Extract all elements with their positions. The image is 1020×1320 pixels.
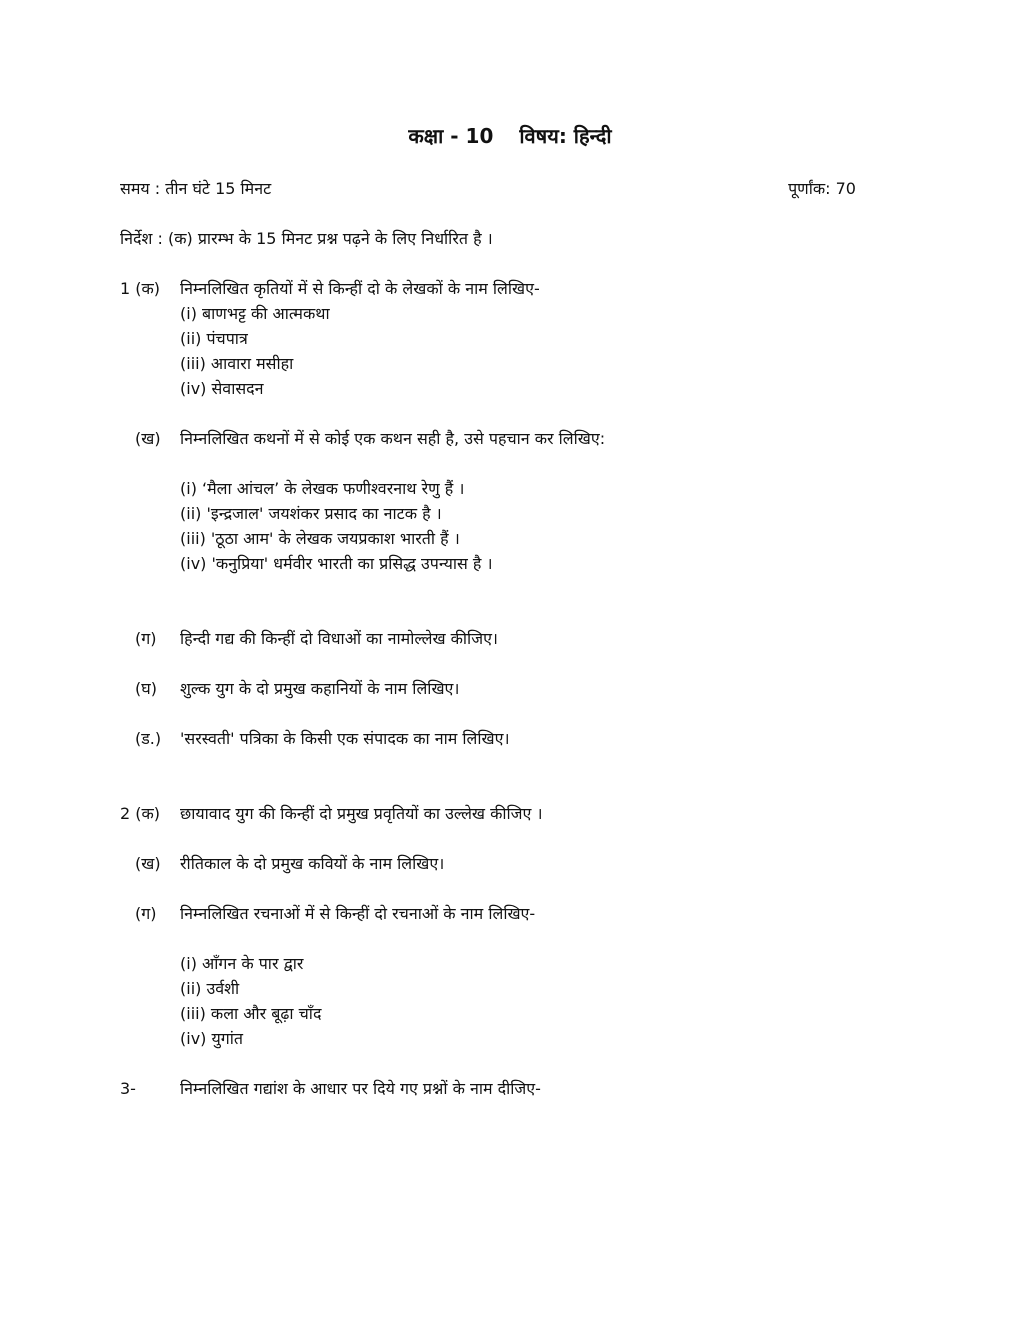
question-number: 2 (क) — [120, 804, 161, 823]
question-number: 1 (क) — [120, 279, 161, 298]
question-number: (ख) — [135, 429, 161, 448]
question-number: (ग) — [135, 904, 157, 923]
question-number: (ग) — [135, 629, 157, 648]
question-text: निम्नलिखित रचनाओं में से किन्हीं दो रचनाओं के नाम लिखिए- — [180, 904, 536, 923]
option-item: (iii) कला और बूढ़ा चाँद — [180, 1004, 322, 1023]
question-number: 3- — [120, 1079, 136, 1098]
option-item: (ii) 'इन्द्रजाल' जयशंकर प्रसाद का नाटक है । — [180, 504, 442, 523]
question-text: रीतिकाल के दो प्रमुख कवियों के नाम लिखिए। — [180, 854, 445, 873]
option-item: (i) आँगन के पार द्वार — [180, 954, 304, 973]
option-item: (iv) युगांत — [180, 1029, 244, 1048]
option-item: (iii) 'ठूठा आम' के लेखक जयप्रकाश भारती हैं । — [180, 529, 460, 548]
option-item: (ii) पंचपात्र — [180, 329, 248, 348]
question-text: निम्नलिखित कथनों में से कोई एक कथन सही है, उसे पहचान कर लिखिए: — [180, 429, 606, 448]
max-marks: पूर्णांक: 70 — [788, 179, 856, 198]
question-text: शुल्क युग के दो प्रमुख कहानियों के नाम लिखिए। — [180, 679, 460, 698]
option-item: (iii) आवारा मसीहा — [180, 354, 294, 373]
question-number: (घ) — [135, 679, 157, 698]
option-item: (i) ‘मैला आंचल’ के लेखक फणीश्वरनाथ रेणु हैं । — [180, 479, 465, 498]
option-item: (i) बाणभट्ट की आत्मकथा — [180, 304, 330, 323]
class-label: कक्षा - 10 — [408, 124, 494, 148]
question-number: (ख) — [135, 854, 161, 873]
subject-label: विषय: हिन्दी — [519, 124, 612, 148]
option-item: (iv) 'कनुप्रिया' धर्मवीर भारती का प्रसिद्ध उपन्यास है । — [180, 554, 493, 573]
instruction: निर्देश : (क) प्रारम्भ के 15 मिनट प्रश्न पढ़ने के लिए निर्धारित है । — [120, 229, 493, 248]
question-text: हिन्दी गद्य की किन्हीं दो विधाओं का नामोल्लेख कीजिए। — [180, 629, 498, 648]
option-item: (iv) सेवासदन — [180, 379, 264, 398]
question-text: 'सरस्वती' पत्रिका के किसी एक संपादक का नाम लिखिए। — [180, 729, 510, 748]
question-number: (ड.) — [135, 729, 162, 748]
question-text: निम्नलिखित कृतियों में से किन्हीं दो के लेखकों के नाम लिखिए- — [180, 279, 540, 298]
question-text: निम्नलिखित गद्यांश के आधार पर दिये गए प्रश्नों के नाम दीजिए- — [180, 1079, 541, 1098]
question-text: छायावाद युग की किन्हीं दो प्रमुख प्रवृतियों का उल्लेख कीजिए । — [180, 804, 543, 823]
time-duration: समय : तीन घंटे 15 मिनट — [120, 179, 272, 198]
option-item: (ii) उर्वशी — [180, 979, 240, 998]
page-title — [0, 122, 1020, 149]
